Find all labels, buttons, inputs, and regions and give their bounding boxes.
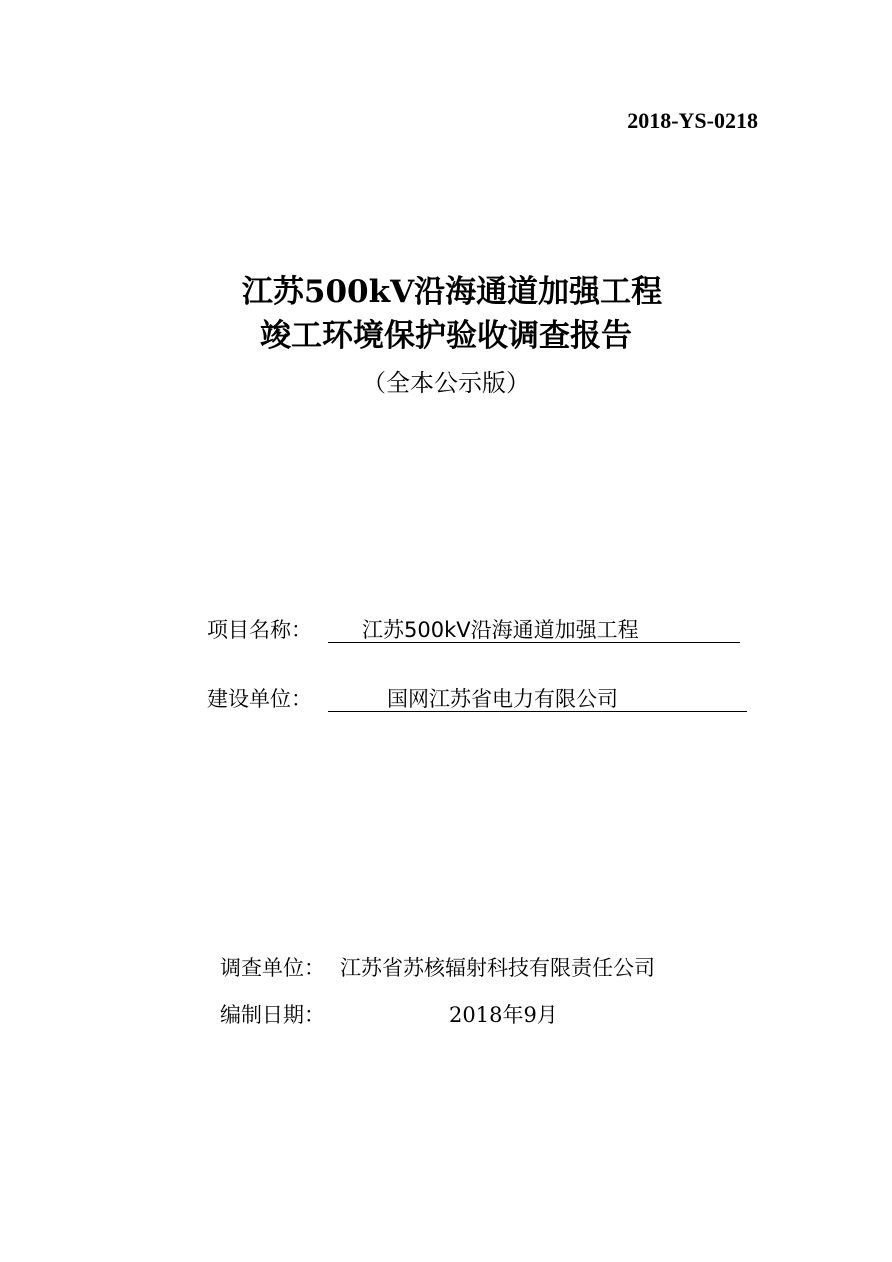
compile-date-label: 编制日期： [220, 1003, 325, 1027]
survey-unit-value: 江苏省苏核辐射科技有限责任公司 [340, 956, 655, 980]
builder-label: 建设单位： [207, 687, 312, 711]
compile-date-value: 2018年9月 [449, 1003, 558, 1027]
project-name-label: 项目名称： [207, 618, 312, 642]
report-number: 2018-YS-0218 [627, 108, 758, 133]
report-title-line-1: 江苏500kV沿海通道加强工程 [241, 274, 663, 310]
project-name-value: 江苏500kV沿海通道加强工程 [362, 618, 639, 642]
builder-value: 国网江苏省电力有限公司 [387, 687, 618, 711]
survey-unit-label: 调查单位： [220, 956, 325, 980]
report-title-line-2: 竣工环境保护验收调查报告 [260, 318, 632, 354]
report-subtitle: （全本公示版） [362, 369, 530, 397]
